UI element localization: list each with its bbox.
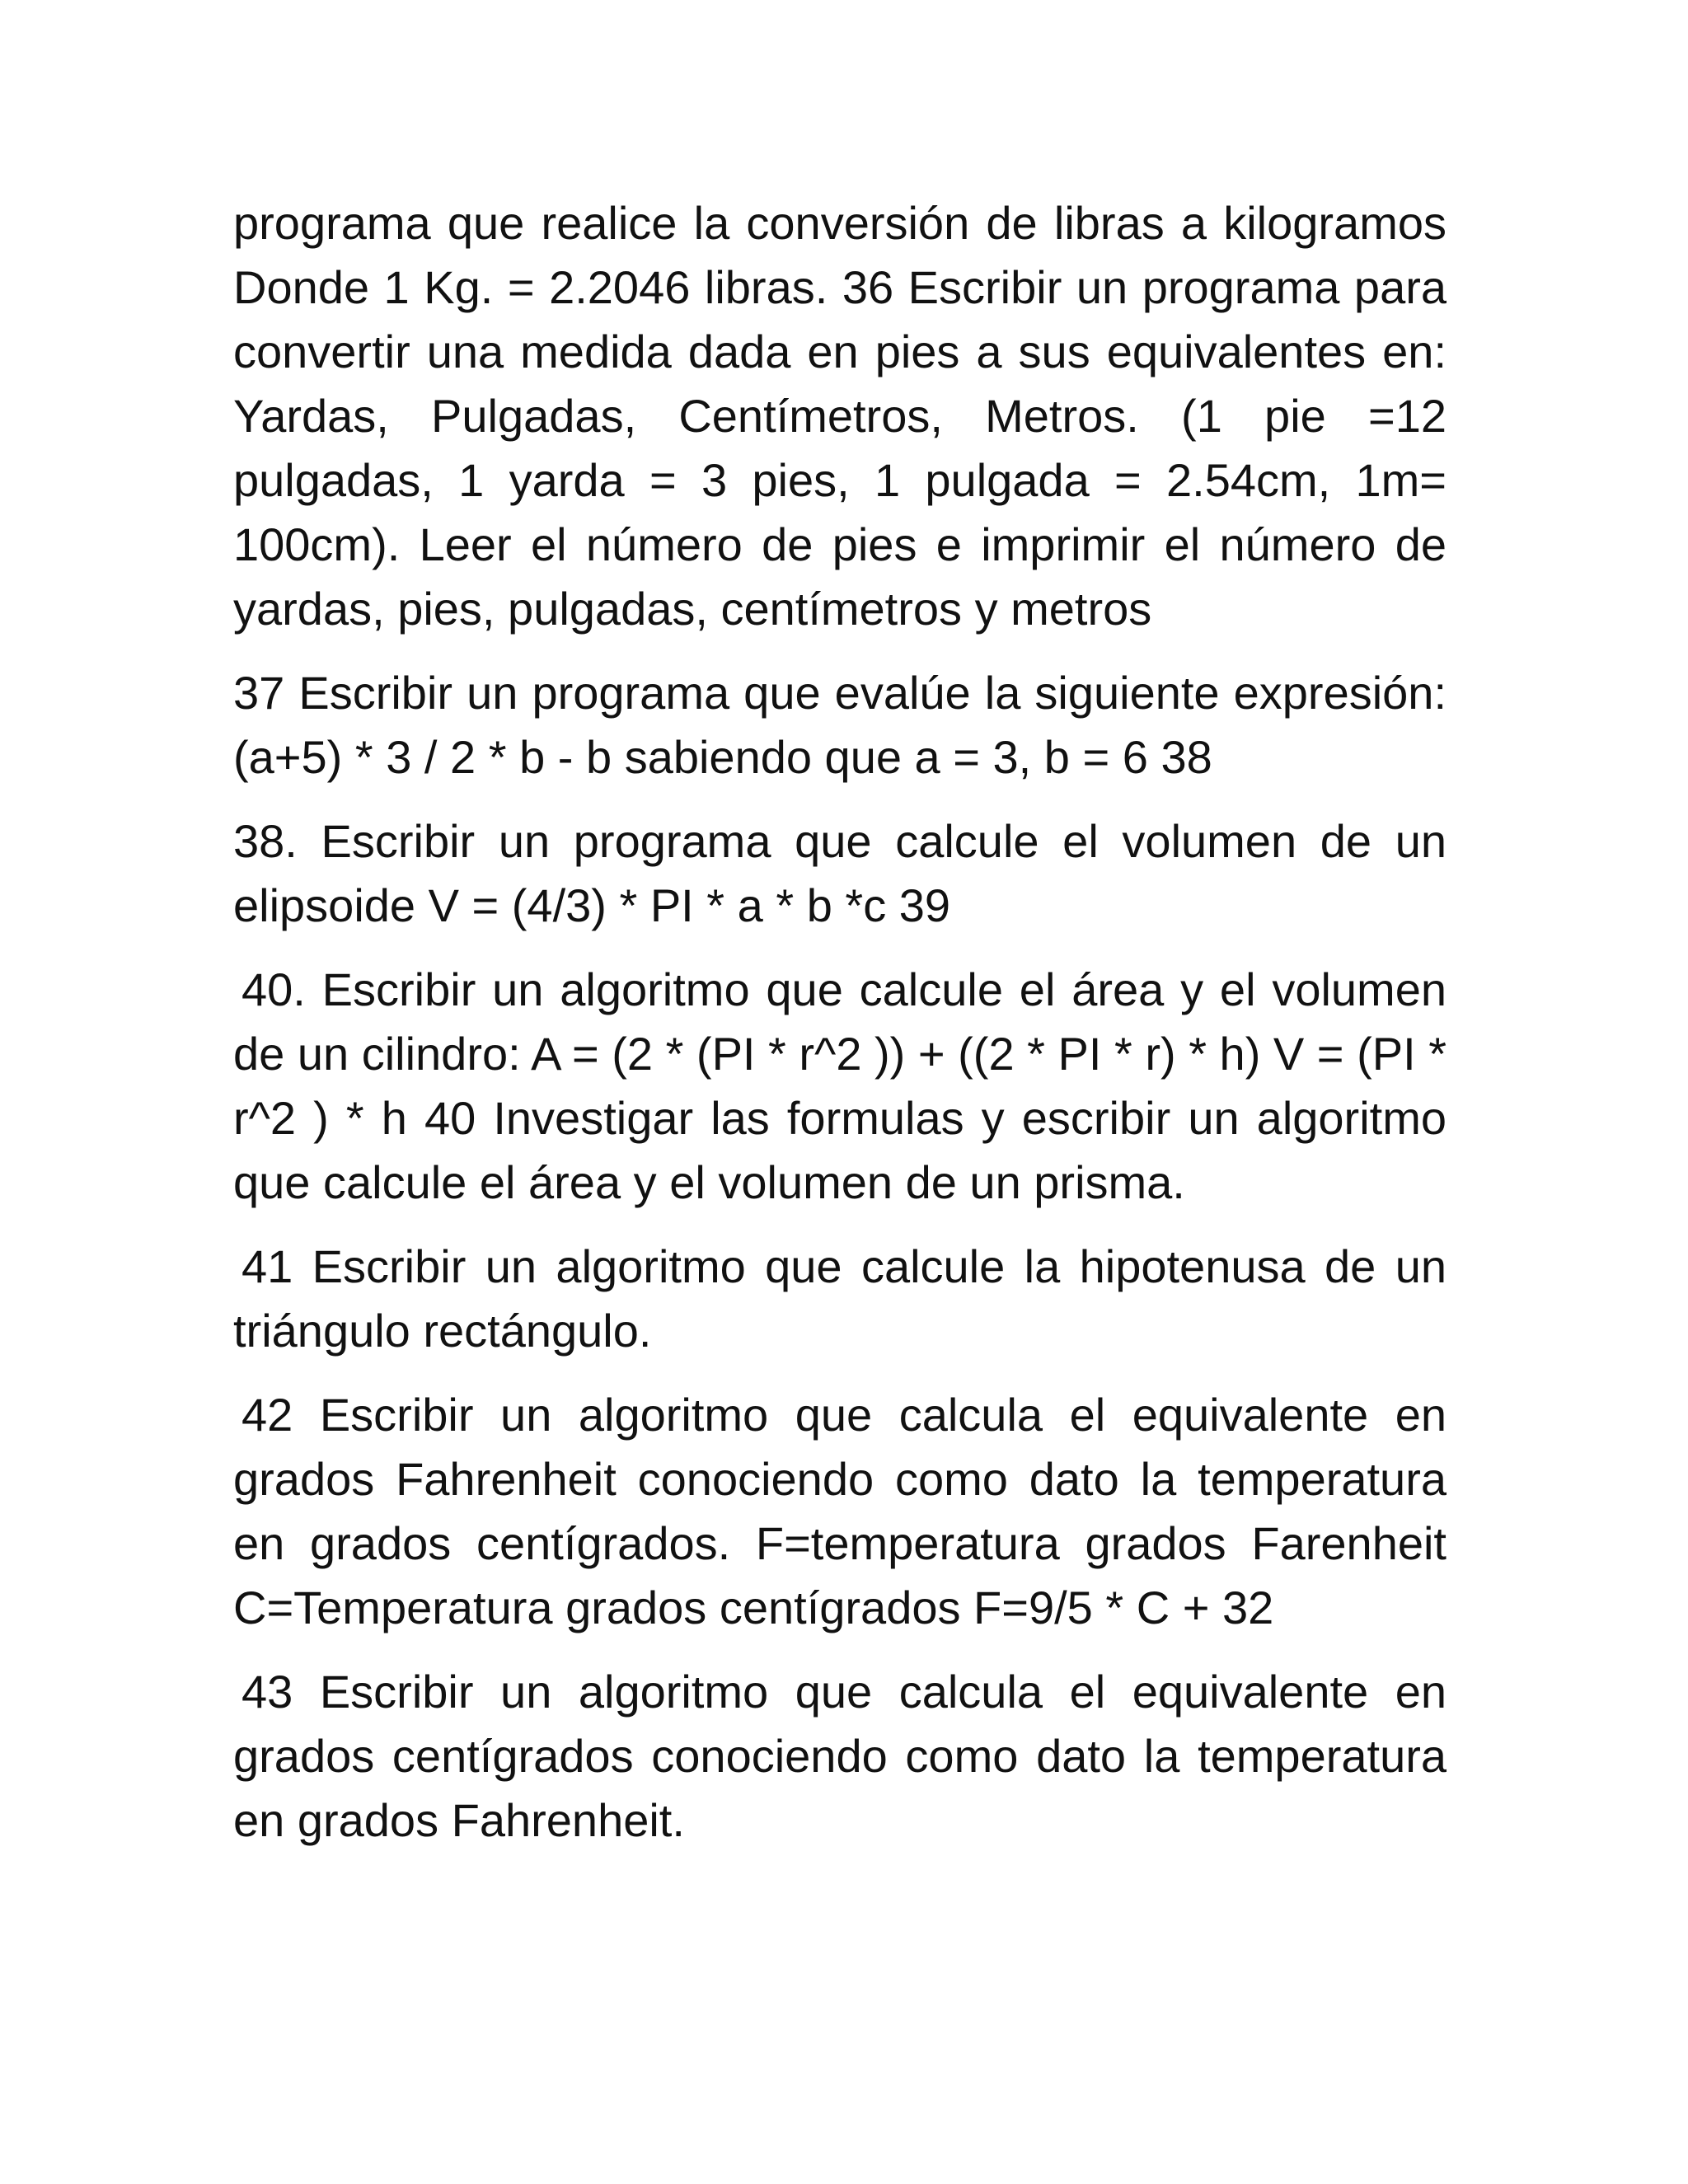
paragraph-exercise-41: 41 Escribir un algoritmo que calcule la hipotenusa de un triángulo rectángulo. — [233, 1240, 1447, 1357]
paragraph-exercise-38: 38. Escribir un programa que calcule el volumen de un elipsoide V = (4/3) * PI * a * b *c 39 — [233, 815, 1447, 931]
paragraph-exercise-40: 40. Escribir un algoritmo que calcule el área y el volumen de un cilindro: A = (2 * (PI * r^2 )) + ((2 * PI * r) * h) V = (PI * r^2 ) * h 40 Investigar las formulas y escribir un algoritmo que calcule el área y el volumen de un prisma. — [233, 963, 1447, 1208]
paragraph-exercise-37: 37 Escribir un programa que evalúe la siguiente expresión: (a+5) * 3 / 2 * b - b sabiendo que a = 3, b = 6 38 — [233, 667, 1447, 783]
paragraph-exercise-43: 43 Escribir un algoritmo que calcula el equivalente en grados centígrados conociendo como dato la temperatura en grados Fahrenheit. — [233, 1666, 1447, 1846]
document-body — [233, 191, 1447, 1872]
paragraph-exercise-35-36: programa que realice la conversión de libras a kilogramos Donde 1 Kg. = 2.2046 libras. 36 Escribir un programa para convertir una medida dada en pies a sus equivalentes en: Yardas, Pulgadas, Centímetros, Metros. (1 pie =12 pulgadas, 1 yarda = 3 pies, 1 pulgada = 2.54cm, 1m= 100cm). Leer el número de pies e imprimir el número de yardas, pies, pulgadas, centímetros y metros — [233, 197, 1447, 635]
paragraph-exercise-42: 42 Escribir un algoritmo que calcula el equivalente en grados Fahrenheit conociendo como dato la temperatura en grados centígrados. F=temperatura grados Farenheit C=Temperatura grados centígrados F=9/5 * C + 32 — [233, 1389, 1447, 1633]
